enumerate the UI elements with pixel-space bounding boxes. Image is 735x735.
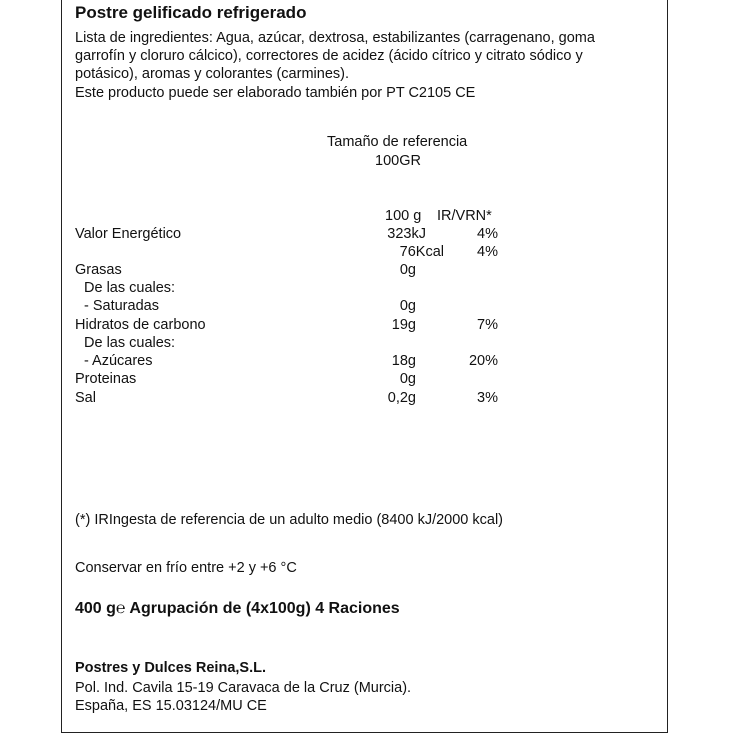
reference-size-value: 100GR — [375, 153, 421, 169]
nutrient-ir: 3% — [477, 390, 498, 406]
nutrient-value: 0g — [399, 262, 416, 278]
nutrient-name: Valor Energético — [75, 226, 182, 242]
nutrient-name: Hidratos de carbono — [75, 317, 206, 333]
nutrient-value: 19g — [391, 317, 416, 333]
ingredients-line-1: Lista de ingredientes: Agua, azúcar, dextrosa, estabilizantes (carragenano, goma — [75, 30, 595, 46]
nutrient-subheading: De las cuales: — [84, 280, 176, 296]
package-line — [75, 600, 400, 618]
nutrient-ir: 4% — [477, 244, 498, 260]
ir-footnote: (*) IRIngesta de referencia de un adulto medio (8400 kJ/2000 kcal) — [75, 512, 503, 528]
nutrient-value: 76Kcal — [399, 244, 444, 260]
ingredients-line-3: potásico), aromas y colorantes (carmines). — [75, 66, 349, 82]
alt-producer-note: Este producto puede ser elaborado también por PT C2105 CE — [75, 85, 476, 101]
ingredients-line-2: garrofín y cloruro cálcico), correctores de acidez (ácido cítrico y citrato sódico y — [75, 48, 583, 64]
nutrient-name: - Azúcares — [84, 353, 153, 369]
nutrient-name: Grasas — [75, 262, 122, 278]
nutrient-name: Proteinas — [75, 371, 137, 387]
col-header-ir: IR/VRN* — [437, 208, 492, 224]
col-header-100g: 100 g — [385, 208, 422, 224]
storage-instructions: Conservar en frío entre +2 y +6 °C — [75, 560, 297, 576]
nutrient-value: 323kJ — [387, 226, 426, 242]
nutrient-ir: 7% — [477, 317, 498, 333]
nutrient-name: - Saturadas — [84, 298, 159, 314]
product-title: Postre gelificado refrigerado — [75, 3, 307, 22]
estimated-sign-icon: ℮ — [115, 600, 126, 617]
net-weight: 400 g — [75, 600, 116, 617]
company-name: Postres y Dulces Reina,S.L. — [75, 660, 266, 676]
package-description: Agrupación de (4x100g) 4 Raciones — [129, 600, 400, 617]
nutrient-value: 18g — [391, 353, 416, 369]
company-registry: España, ES 15.03124/MU CE — [75, 698, 267, 714]
company-address: Pol. Ind. Cavila 15-19 Caravaca de la Cruz (Murcia). — [75, 680, 412, 696]
nutrient-name: Sal — [75, 390, 96, 406]
reference-size-label: Tamaño de referencia — [327, 134, 468, 150]
nutrient-value: 0g — [399, 298, 416, 314]
nutrient-ir: 4% — [477, 226, 498, 242]
nutrient-subheading: De las cuales: — [84, 335, 176, 351]
nutrient-value: 0g — [399, 371, 416, 387]
nutrient-value: 0,2g — [387, 390, 416, 406]
nutrient-ir: 20% — [468, 353, 498, 369]
